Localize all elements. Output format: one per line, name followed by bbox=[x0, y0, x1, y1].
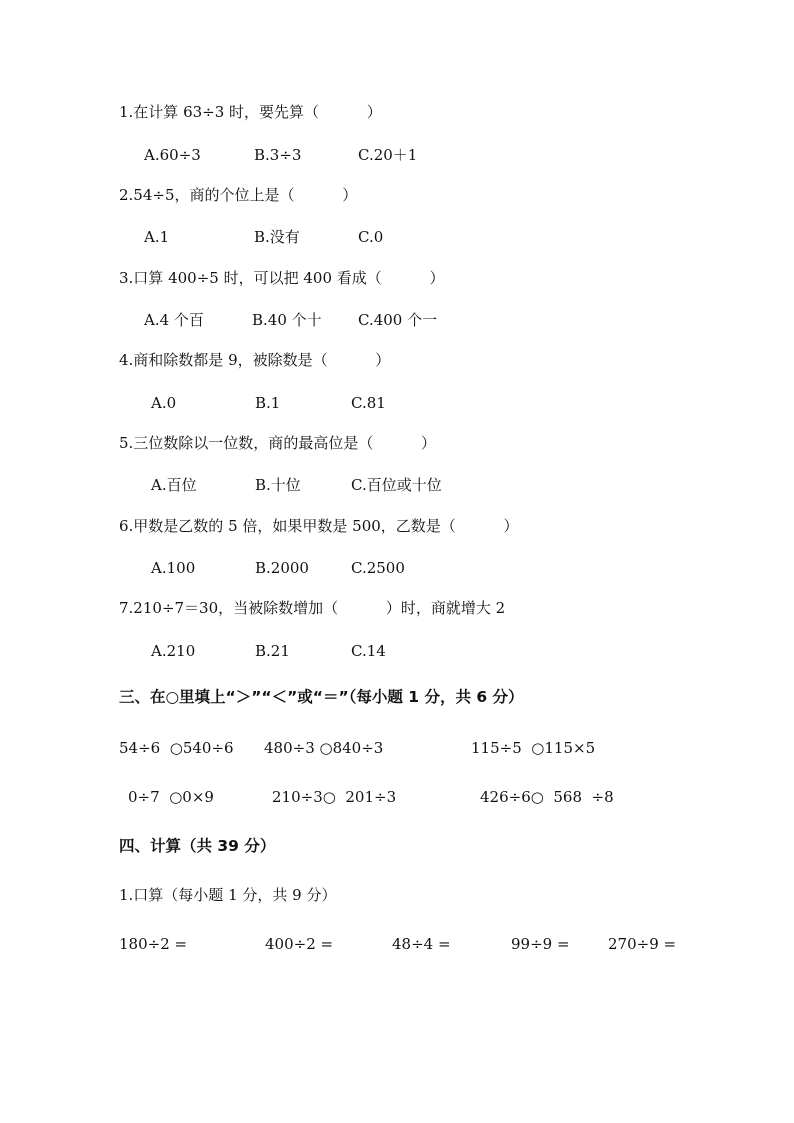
question-3-option-b: B.40 个十 bbox=[252, 311, 322, 329]
question-7-option-a: A.210 bbox=[151, 642, 196, 660]
section-4-heading: 四、计算（共 39 分） bbox=[119, 837, 276, 855]
question-2-option-a: A.1 bbox=[144, 228, 170, 246]
question-4-option-c: C.81 bbox=[351, 394, 386, 412]
compare-item: 115÷5 ○115×5 bbox=[471, 739, 596, 757]
question-5-option-c: C.百位或十位 bbox=[351, 476, 442, 494]
oral-calc-item: 180÷2 = bbox=[119, 935, 188, 953]
compare-item: 480÷3 ○840÷3 bbox=[264, 739, 384, 757]
section-4-subheading: 1.口算（每小题 1 分，共 9 分） bbox=[119, 886, 337, 904]
question-3-stem: 3.口算 400÷5 时，可以把 400 看成（ ） bbox=[119, 269, 445, 287]
question-3-option-c: C.400 个一 bbox=[358, 311, 438, 329]
question-6-option-b: B.2000 bbox=[255, 559, 309, 577]
question-5-option-b: B.十位 bbox=[255, 476, 301, 494]
question-1-stem: 1.在计算 63÷3 时，要先算（ ） bbox=[119, 103, 382, 121]
question-3-option-a: A.4 个百 bbox=[144, 311, 204, 329]
oral-calc-item: 400÷2 = bbox=[265, 935, 334, 953]
question-7-stem: 7.210÷7＝30，当被除数增加（ ）时，商就增大 2 bbox=[119, 599, 506, 617]
question-4-option-a: A.0 bbox=[151, 394, 177, 412]
compare-item: 426÷6○ 568 ÷8 bbox=[480, 788, 614, 806]
question-1-option-b: B.3÷3 bbox=[254, 146, 302, 164]
question-7-option-c: C.14 bbox=[351, 642, 386, 660]
oral-calc-item: 48÷4 = bbox=[392, 935, 451, 953]
question-1-option-c: C.20＋1 bbox=[358, 146, 418, 164]
question-4-option-b: B.1 bbox=[255, 394, 281, 412]
question-5-option-a: A.百位 bbox=[151, 476, 197, 494]
question-2-option-b: B.没有 bbox=[254, 228, 300, 246]
question-2-option-c: C.0 bbox=[358, 228, 384, 246]
section-3-heading: 三、在○里填上“＞”“＜”或“＝”（每小题 1 分，共 6 分） bbox=[119, 688, 524, 706]
question-1-option-a: A.60÷3 bbox=[144, 146, 201, 164]
question-5-stem: 5.三位数除以一位数，商的最高位是（ ） bbox=[119, 434, 436, 452]
question-6-option-c: C.2500 bbox=[351, 559, 405, 577]
compare-item: 210÷3○ 201÷3 bbox=[272, 788, 397, 806]
oral-calc-item: 270÷9 = bbox=[608, 935, 677, 953]
question-6-option-a: A.100 bbox=[151, 559, 196, 577]
compare-item: 0÷7 ○0×9 bbox=[128, 788, 214, 806]
oral-calc-item: 99÷9 = bbox=[511, 935, 570, 953]
question-6-stem: 6.甲数是乙数的 5 倍，如果甲数是 500，乙数是（ ） bbox=[119, 517, 519, 535]
question-4-stem: 4.商和除数都是 9，被除数是（ ） bbox=[119, 351, 391, 369]
question-2-stem: 2.54÷5，商的个位上是（ ） bbox=[119, 186, 358, 204]
question-7-option-b: B.21 bbox=[255, 642, 290, 660]
compare-item: 54÷6 ○540÷6 bbox=[119, 739, 234, 757]
